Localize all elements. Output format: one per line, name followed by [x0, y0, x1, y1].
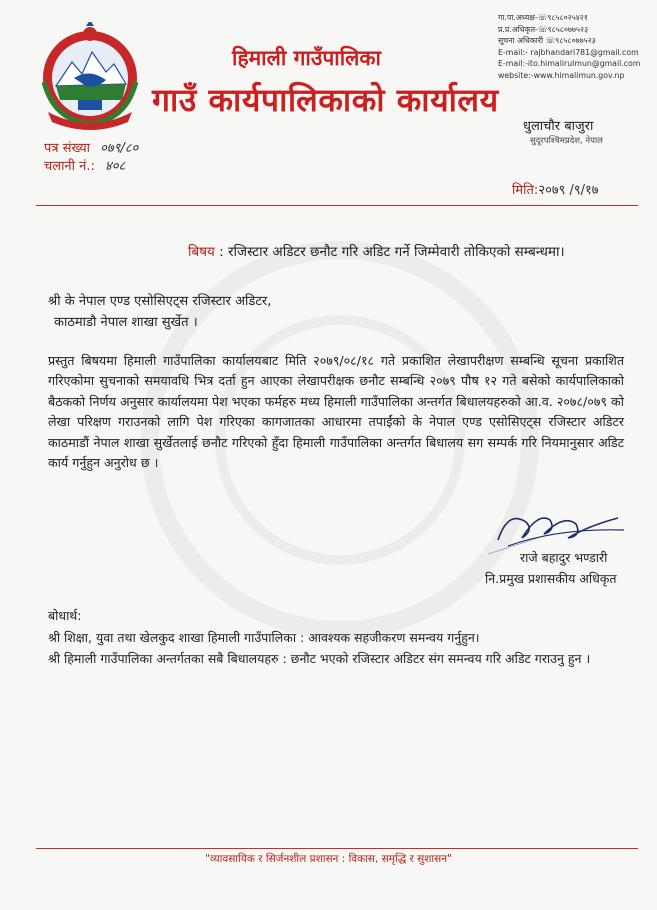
dispatch-number-label: चलानी नं.:	[44, 159, 95, 174]
contact-info-officer-phone: सूचना अधिकारी ☏९८५८०७७५२३	[498, 36, 596, 46]
contact-website: website:-www.himalimun.gov.np	[498, 70, 625, 80]
addressee-location: काठमाडौ नेपाल शाखा सुर्खेत ।	[54, 315, 198, 330]
letter-number-value: ०७९/८०	[100, 141, 139, 156]
nepal-emblem-logo	[34, 22, 146, 130]
letter-body: प्रस्तुत बिषयमा हिमाली गाउँपालिका कार्यालयबाट मिति २०७९/०८/१८ गते प्रकाशित लेखापरीक्षण सम्बन्धि सूचना प्रकाशित गरिएकोमा सुचनाको समयावधि भित्र दर्ता हुन आएका लेखापरीक्षक छनौट सम्बन्धि २०७९ पौष १२ गते बसेको कार्यपालिकाको बैठकको निर्णय अनुसार कार्यालयमा पेश भएका फर्महरु मध्य हिमाली गाउँपालिका अन्तर्गत बिधालयहरुको आ.व. २०७८/०७९ को लेखा परिक्षण गराउनको लागि पेश गरिएका कागजातका आधारमा तपाईंको के नेपाल एण्ड एसोसिएट्स रजिस्टार अडिटर काठमाडौं नेपाल शाखा सुर्खेतलाई छनौट गरिएको हुँदा हिमाली गाउँपालिका अन्तर्गत बिधालय सग सम्पर्क गरि नियमानुसार अडिट कार्य गर्नुहुन अनुरोध छ ।	[48, 353, 624, 471]
subject-text: : रजिस्टार अडिटर छनौट गरि अडिट गर्ने जिम्मेवारी तोकिएको सम्बन्धमा।	[219, 244, 565, 260]
office-province: सुदूरपश्चिमप्रदेश, नेपाल	[530, 136, 603, 146]
date-label: मिति:	[512, 183, 539, 198]
footer-divider	[36, 848, 638, 849]
footer-motto: "व्यावसायिक र सिर्जनशील प्रशासन : विकास, समृद्धि र सुशासन"	[205, 853, 452, 865]
addressee-block	[48, 291, 271, 333]
contact-cao-phone: प्र.प्र.अधिकृत-☏९८५८०७७५२३	[498, 24, 589, 34]
reference-block	[44, 140, 138, 176]
addressee-name: श्री के नेपाल एण्ड एसोसिएट्स रजिस्टार अडिटर,	[48, 294, 272, 309]
subject-line	[188, 242, 565, 260]
date-value: २०७९ /९/१७	[538, 183, 599, 198]
cc-list	[48, 627, 618, 669]
letter-number-label: पत्र संख्या	[44, 141, 90, 156]
office-address: धुलाचौर बाजुरा	[523, 119, 594, 134]
contact-block	[498, 12, 654, 82]
letter-date	[512, 180, 599, 198]
dispatch-number-row	[44, 158, 138, 176]
header-divider	[36, 205, 638, 206]
contact-email-2: E-mail:-ito.himalirulmun@gmail.com	[498, 59, 641, 69]
subject-label: बिषय	[188, 244, 215, 260]
signer-title: नि.प्रमुख प्रशासकीय अधिकृत	[485, 571, 617, 586]
contact-chair-phone: गा.पा.अध्यक्ष-☏९८५८०२५४२१	[498, 13, 588, 22]
cc-heading: बोधार्थ:	[48, 608, 82, 623]
office-title: गाउँ कार्यपालिकाको कार्यालय	[152, 81, 499, 119]
signer-name: राजे बहादुर भण्डारी	[520, 550, 608, 565]
cc-item-schools: श्री हिमाली गाउँपालिका अन्तर्गतका सबै बिधालयहरु : छनौट भएको रजिस्टार अडिटर संग समन्वय गरि अडिट गराउनु हुन ।	[48, 651, 591, 666]
municipality-name: हिमाली गाउँपालिका	[232, 46, 381, 70]
letter-number-row	[44, 140, 138, 158]
contact-email-1: E-mail:- rajbhandari781@gmail.com	[498, 47, 639, 57]
dispatch-number-value: ४०८	[105, 159, 126, 174]
cc-item-education-section: श्री शिक्षा, युवा तथा खेलकुद शाखा हिमाली गाउँपालिका : आवश्यक सहजीकरण समन्वय गर्नुहुन।	[48, 630, 480, 645]
